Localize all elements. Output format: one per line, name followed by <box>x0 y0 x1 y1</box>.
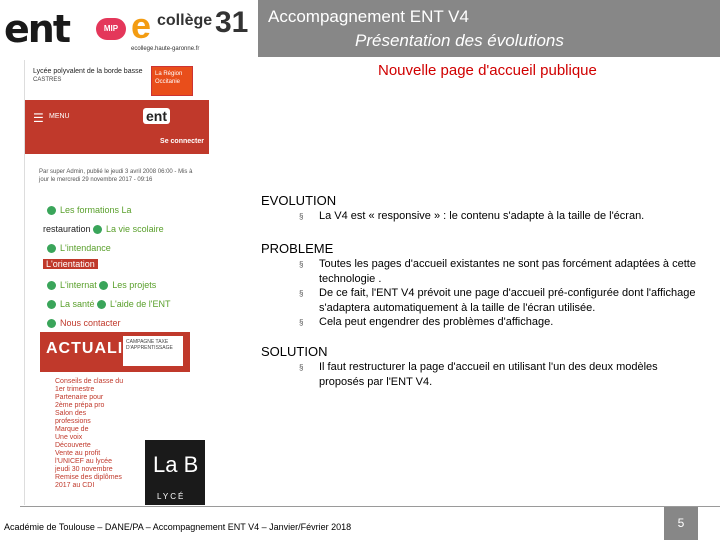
bullet-text: Il faut restructurer la page d'accueil en utilisant l'un des deux modèles proposés par l'ENT V4. <box>319 361 658 388</box>
ecollege-logo-site: ecollege.haute-garonne.fr <box>131 46 200 52</box>
school-photo <box>145 440 205 505</box>
ent-logo: ent <box>4 7 69 51</box>
bullet-text: La V4 est « responsive » : le contenu s'adapte à la taille de l'écran. <box>319 210 645 222</box>
bullet-item <box>299 286 704 316</box>
ecollege-logo-e: e <box>131 5 152 46</box>
menu-label[interactable]: MENU <box>49 113 70 120</box>
news-item[interactable]: Marque de <box>55 426 89 433</box>
footer-divider <box>20 506 720 507</box>
heading-solution: SOLUTION <box>261 344 328 359</box>
mip-logo: MIP <box>96 18 126 40</box>
heading-probleme: PROBLEME <box>261 241 334 256</box>
menu-bar[interactable] <box>25 100 209 132</box>
news-item[interactable]: 2017 au CDI <box>55 482 95 489</box>
news-item[interactable]: Partenaire pour <box>55 394 104 401</box>
link-extra: La vie scolaire <box>106 224 164 234</box>
link-label: L'intendance <box>60 243 111 253</box>
hamburger-icon[interactable]: ☰ <box>33 111 44 125</box>
mobile-homepage-screenshot <box>24 60 209 505</box>
slide-title: Accompagnement ENT V4 <box>268 7 469 26</box>
bullet-text: Cela peut engendrer des problèmes d'affichage. <box>319 316 554 328</box>
link-label: L'internat <box>60 280 97 290</box>
news-item[interactable]: Vente au profit <box>55 450 101 457</box>
pin-icon <box>47 300 56 309</box>
pin-icon <box>47 244 56 253</box>
link-extra: L'aide de l'ENT <box>110 299 171 309</box>
news-title: ACTUALI <box>46 340 124 357</box>
news-item[interactable]: 1er trimestre <box>55 386 95 393</box>
news-item[interactable]: Découverte <box>55 442 91 449</box>
news-item[interactable]: Conseils de classe du <box>55 378 124 385</box>
bullet-marker: § <box>299 212 304 221</box>
link-label: Les formations <box>60 205 120 215</box>
link-label: La santé <box>60 299 95 309</box>
link-label: restauration <box>43 224 91 234</box>
bullet-marker: § <box>299 289 304 298</box>
connect-bar[interactable] <box>25 132 209 154</box>
pin-icon <box>47 281 56 290</box>
bullet-marker: § <box>299 363 304 372</box>
bullet-item <box>299 209 709 224</box>
school-photo-subtext: LYCÉ <box>157 492 186 501</box>
ecollege-logo-text: collège <box>157 12 213 29</box>
region-logo: La Région Occitanie <box>151 66 193 96</box>
bullet-item <box>299 257 704 287</box>
menu-ent-logo: ent <box>143 108 170 124</box>
link-intendance[interactable] <box>47 243 111 253</box>
heading-evolution: EVOLUTION <box>261 193 337 208</box>
slide-subtitle: Présentation des évolutions <box>355 31 564 50</box>
bullet-marker: § <box>299 318 304 327</box>
connect-button[interactable]: Se connecter <box>160 138 204 145</box>
link-extra: La <box>121 205 132 215</box>
news-item[interactable]: jeudi 30 novembre <box>55 466 113 473</box>
link-label: Nous contacter <box>60 318 121 328</box>
title-bar <box>258 0 720 57</box>
link-sante[interactable] <box>47 299 171 309</box>
logo-area <box>0 0 258 58</box>
news-list <box>55 378 155 490</box>
link-orientation[interactable] <box>43 259 98 269</box>
link-contact[interactable] <box>47 318 121 328</box>
school-city: CASTRES <box>33 77 62 83</box>
pin-icon <box>99 281 108 290</box>
news-banner <box>40 332 190 372</box>
link-formations[interactable] <box>47 205 132 215</box>
news-item[interactable]: l'UNICEF au lycée <box>55 458 112 465</box>
pin-icon <box>47 206 56 215</box>
bullet-item <box>299 315 704 330</box>
news-item[interactable]: Remise des diplômes <box>55 474 122 481</box>
link-internat[interactable] <box>47 280 156 290</box>
link-restauration[interactable] <box>43 224 164 234</box>
ecollege-logo-number: 31 <box>215 6 249 39</box>
footer-text: Académie de Toulouse – DANE/PA – Accompagnement ENT V4 – Janvier/Février 2018 <box>4 522 352 532</box>
bullet-text: Toutes les pages d'accueil existantes ne sont pas forcément adaptées à cette technologie . <box>319 258 696 285</box>
bullet-text: De ce fait, l'ENT V4 prévoit une page d'accueil pré-configurée dont l'affichage s'adaptera automatiquement à la taille de l'écran utilisée. <box>319 287 696 314</box>
bullet-item <box>299 360 704 390</box>
section-subtitle: Nouvelle page d'accueil publique <box>378 62 597 79</box>
pin-icon <box>47 319 56 328</box>
link-label: L'orientation <box>46 259 95 269</box>
school-name: Lycée polyvalent de la borde basse <box>33 68 143 75</box>
pin-icon <box>93 225 102 234</box>
link-extra: Les projets <box>112 280 157 290</box>
pin-icon <box>97 300 106 309</box>
bullet-marker: § <box>299 260 304 269</box>
news-item[interactable]: 2ème prépa pro <box>55 402 105 409</box>
school-photo-text: La B <box>153 452 199 477</box>
news-item[interactable]: professions <box>55 418 91 425</box>
ecollege-logo <box>131 6 253 54</box>
page-number: 5 <box>664 507 698 540</box>
publication-meta: Par super Admin, publié le jeudi 3 avril 2008 06:00 - Mis à jour le mercredi 29 novembre 2017 - 09:16 <box>39 169 193 183</box>
news-item[interactable]: Une voix <box>55 434 83 441</box>
news-item[interactable]: Salon des <box>55 410 87 417</box>
news-card[interactable]: CAMPAGNE TAXE D'APPRENTISSAGE <box>123 336 183 366</box>
